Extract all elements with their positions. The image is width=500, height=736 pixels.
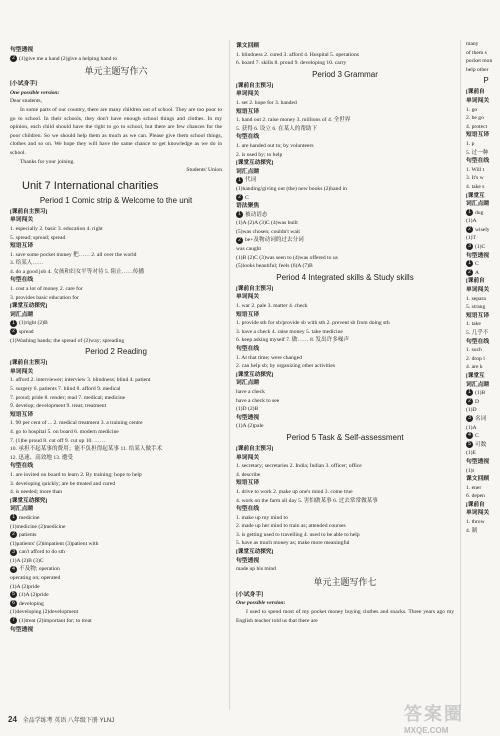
numbered-answer xyxy=(466,209,500,218)
section-tag: [课前自 xyxy=(466,89,485,96)
footer-text: 全品学练考 英语 八年级下册 YLNJ xyxy=(22,718,115,724)
period-heading: Period 4 Integrated skills & Study skills xyxy=(276,272,414,282)
item-number-badge: 5 xyxy=(466,441,473,448)
section-label: 句型在线 xyxy=(466,158,490,165)
answer-line: 3. It's w xyxy=(466,175,484,182)
answer-line: 5. 几乎不 xyxy=(466,330,489,336)
answer-text: spread xyxy=(19,329,34,336)
section-label: 短语互译 xyxy=(10,411,34,418)
answer-text: 不及物; operation xyxy=(19,566,60,573)
period-heading: Period 2 Reading xyxy=(85,347,147,357)
section-label: 词汇点睛 xyxy=(466,381,490,388)
answer-text: C xyxy=(475,261,479,268)
section-tag: [课前自 xyxy=(466,501,485,508)
watermark-title: 答案圈 xyxy=(404,704,464,724)
answer-text: 代词 xyxy=(245,177,257,184)
item-number-badge: 2 xyxy=(10,328,17,335)
page-number: 24 xyxy=(8,715,17,724)
section-label: 词汇点睛 xyxy=(10,311,34,318)
section-label: 单词闯关 xyxy=(10,217,34,224)
section-label: 句型在线 xyxy=(10,277,34,284)
numbered-answer xyxy=(10,591,222,600)
numbered-answer xyxy=(10,319,222,328)
answer-line: 3. is getting used to travelling 4. used to be able to help xyxy=(236,531,360,538)
item-number-badge: 2 xyxy=(466,398,473,405)
answer-line: 1. set 2. hope for 3. handed xyxy=(236,99,297,106)
section-label: 课文回顾 xyxy=(236,43,260,49)
answer-line: made up his mind xyxy=(236,566,276,573)
answer-line: (1)E xyxy=(466,450,476,457)
item-number-badge: 3 xyxy=(466,243,473,250)
answer-line: 1. afford 2. interviewer; interview 3. blindness; blind 4. patient xyxy=(10,377,151,384)
section-tag: [课前自主预习] xyxy=(236,82,274,89)
answer-text: be+及物动词的过去分词 xyxy=(245,237,304,244)
answer-text: wisely xyxy=(475,226,490,233)
section-label: 句型在线 xyxy=(236,506,260,513)
answer-line: (1)Washing hands; the spread of (2)way; spreading xyxy=(10,337,125,344)
answer-line: 5. strang xyxy=(466,304,486,311)
answer-line: (5)looks beautiful; feels (6)A (7)B xyxy=(236,263,313,270)
answer-line: (5)was chosen; couldn't wait xyxy=(236,228,300,235)
answer-line: 1. hand out 2. raise money 3. millions of 4. 全世界 xyxy=(236,117,351,124)
essay-paragraph: Thanks for your joining. xyxy=(20,158,75,165)
section-tag: [课前自主预习] xyxy=(10,208,48,215)
answer-line: 1. are invited on board to learn 2. By training; hope to help xyxy=(10,471,142,478)
section-tag: [课堂互动探究] xyxy=(10,303,48,310)
item-number-badge: 2 xyxy=(236,237,243,244)
answer-text: can't afford to do sth xyxy=(19,549,65,556)
answer-line: (1)T xyxy=(466,235,476,242)
section-tag: [课堂互动探究] xyxy=(236,160,274,167)
section-title: 单元主题写作六 xyxy=(84,66,148,77)
section-tag: [课堂互 xyxy=(466,372,485,379)
item-number-badge: 1 xyxy=(466,260,473,267)
watermark-logo xyxy=(404,700,496,734)
section-label: 句型透视 xyxy=(10,626,34,633)
answer-line: (1)A (2)A (3)C (4)was built xyxy=(236,220,298,227)
numbered-answer xyxy=(10,328,222,337)
numbered-answer xyxy=(10,600,222,609)
answer-text: (1)right (2)B xyxy=(19,320,48,327)
section-label: 词汇点睛 xyxy=(236,168,260,175)
column-divider xyxy=(460,40,461,710)
item-number-badge: 1 xyxy=(466,209,473,216)
answer-line: 6. depen xyxy=(466,493,485,500)
period-heading: Period 3 Grammar xyxy=(312,69,378,79)
numbered-answer xyxy=(466,441,500,450)
section-label: 句型在线 xyxy=(10,463,34,470)
section-label: 句型在线 xyxy=(236,134,260,141)
answer-line: 1. secretary; secretaries 2. India; Indian 3. officer; office xyxy=(236,463,362,470)
answer-line: 2. is used by; to help xyxy=(236,151,283,158)
section-label: 短语互译 xyxy=(10,243,34,250)
numbered-answer xyxy=(466,415,500,424)
numbered-answer xyxy=(10,531,222,540)
answer-line: 4. 制 xyxy=(466,527,478,534)
numbered-answer xyxy=(466,432,500,441)
numbered-answer xyxy=(466,389,500,398)
section-label: 语法聚焦 xyxy=(236,203,260,210)
section-tag: [课前自 xyxy=(466,278,485,285)
section-tag: [课前自主预习] xyxy=(236,445,274,452)
answer-column-left xyxy=(10,46,222,634)
answer-line: 1. go xyxy=(466,106,478,113)
version-label: One possible version: xyxy=(10,89,60,96)
answer-line: 12. 迅速、高效地 13. 遭受 xyxy=(10,454,73,461)
section-label: 短语互译 xyxy=(236,108,260,115)
answer-line: 1. At that time; were changed xyxy=(236,354,302,361)
answer-line: 2. be go xyxy=(466,115,484,122)
answer-line: 6. keep asking myself 7. 做…… 8. 发出许多噪声 xyxy=(236,337,350,344)
answer-line: 2. drop l xyxy=(466,355,485,362)
answer-line: (1)A xyxy=(466,218,477,225)
section-label: 课文回顾 xyxy=(466,476,490,483)
period-heading: Period 1 Comic strip & Welcome to the unit xyxy=(39,195,193,205)
answer-line: (1)A (2)pride xyxy=(10,583,40,590)
answer-line: 4. is needed; more than xyxy=(10,489,63,496)
answer-line: 4. take s xyxy=(466,183,485,190)
answer-line: 1. war 2. pale 3. matter 4. check xyxy=(236,303,308,310)
answer-line: (1)patients' (2)impatient (3)patient with xyxy=(10,540,99,547)
section-label: 词汇点睛 xyxy=(236,380,260,387)
section-tag: [课前自主预习] xyxy=(236,285,274,292)
section-label: 句型透视 xyxy=(236,557,260,564)
answer-line: (1)A (2)pale xyxy=(236,423,264,430)
answer-line: 4. work on the farm all day 5. 害怕做某事 6. 过去常常做某事 xyxy=(236,497,378,504)
answer-text: patients xyxy=(19,532,37,539)
section-label: 句型在线 xyxy=(236,346,260,352)
section-label: 单词闯关 xyxy=(236,91,260,98)
answer-column-middle xyxy=(236,42,454,625)
answer-text: C xyxy=(475,433,479,440)
answer-line: 3. have a check 4. raise money 5. take medicine xyxy=(236,328,343,335)
section-label: 句型透视 xyxy=(236,414,260,421)
answer-line: Dear students, xyxy=(10,98,43,105)
section-label: 单词闯关 xyxy=(466,97,490,104)
numbered-answer xyxy=(466,226,500,235)
answer-line: 7. proud; pride 8. render; read 7. medical; medicine xyxy=(10,394,126,401)
numbered-answer xyxy=(10,548,222,557)
answer-line: operating on; operated xyxy=(10,575,61,582)
item-number-badge: 1 xyxy=(236,177,243,184)
answer-line: (1)developing (2)development xyxy=(10,609,79,616)
answer-text: developing xyxy=(19,600,44,607)
numbered-answer xyxy=(10,565,222,574)
unit-title: Unit 7 International charities xyxy=(22,179,159,192)
item-number-badge: 4 xyxy=(10,566,17,573)
answer-line: 1. such xyxy=(466,347,482,354)
section-title: 单元主题写作七 xyxy=(313,576,377,587)
answer-line: 3. developing quickly; are be treated and cured xyxy=(10,480,115,487)
answer-line: 5. spread; spread; spread xyxy=(10,234,66,241)
answer-line: 1. p xyxy=(466,140,475,147)
section-label: [小试身手] xyxy=(236,591,264,598)
answer-line: (1)t xyxy=(466,467,475,474)
answer-line: have a check to see xyxy=(236,397,280,404)
answer-text: 可数 xyxy=(475,441,487,448)
answer-line: (1)A (2)B (3)C xyxy=(10,557,44,564)
item-number-badge: 1 xyxy=(10,514,17,521)
numbered-answer xyxy=(466,260,500,269)
answer-line: of them s xyxy=(466,49,487,56)
item-number-badge: 4 xyxy=(466,432,473,439)
item-number-badge: 6 xyxy=(10,600,17,607)
item-number-badge: 2 xyxy=(236,194,243,201)
answer-line: 6. board 7. skills 8. proud 9. developing 10. carry xyxy=(236,60,347,67)
answer-line: 2. can help sb; by organizing other activities xyxy=(236,363,336,370)
period-heading: P xyxy=(483,76,489,86)
numbered-answer xyxy=(10,617,222,626)
item-number-badge: 1 xyxy=(10,320,17,327)
section-label: 单词闯关 xyxy=(236,294,260,301)
answer-line: 4. describe xyxy=(236,471,261,478)
answer-line: (1)B (2)C (3)was seen to (4)was offered to us xyxy=(236,254,338,261)
numbered-answer xyxy=(466,243,500,252)
item-number-badge: 1 xyxy=(236,211,243,218)
answer-line: 5. have as much money as; make more meaningful xyxy=(236,540,350,547)
watermark-url: MXQE.COM xyxy=(404,726,449,735)
answer-text: (1)B xyxy=(475,390,486,397)
numbered-answer xyxy=(466,269,500,278)
numbered-answer xyxy=(10,514,222,523)
section-label: [小试身手] xyxy=(10,81,38,88)
answer-line: (1)medicine (2)medicine xyxy=(10,523,66,530)
section-label: 句型在线 xyxy=(466,338,490,345)
answer-line: 4. do a good job 4. 女孩和妇女平等对待 5. 阻止……传播 xyxy=(10,268,145,275)
answer-text: (1)A (2)pride xyxy=(19,592,49,599)
item-number-badge: 3 xyxy=(10,549,17,556)
answer-line: 5. 获得 6. 设立 6. 在某人的帮助下 xyxy=(236,125,318,132)
numbered-answer xyxy=(236,176,454,185)
numbered-answer xyxy=(466,398,500,407)
answer-line: 4. are k xyxy=(466,364,483,371)
answer-line: 1. especially 2. basic 3. education 4. right xyxy=(10,225,103,232)
answer-text: (1)C xyxy=(475,244,486,251)
answer-line: 1. provide sth for sb/provide sb with sth 2. prevent sb from doing sth xyxy=(236,320,390,327)
item-number-badge: 2 xyxy=(466,226,473,233)
section-label: 短语互译 xyxy=(236,311,260,318)
section-label: 句型透视 xyxy=(466,252,490,259)
answer-line: 1. blindness 2. cured 3. afford 4. Hospital 5. operations xyxy=(236,51,359,58)
answer-line: 1. drive to work 2. make up one's mind 3. come true xyxy=(236,488,353,495)
answer-line: (1)D (2)B xyxy=(236,406,259,413)
signature: Students' Union xyxy=(186,167,222,174)
section-label: 短语互译 xyxy=(466,132,490,139)
answer-text: (1)treat (2)important for; to treat xyxy=(19,618,92,625)
numbered-answer xyxy=(236,211,454,220)
answer-line: 10. 承担不起某事的费用；能不负担得起某事 11. 给某人做手术 xyxy=(10,446,163,453)
answer-line: 1. ener xyxy=(466,484,482,491)
answer-line: 1. cost a lot of money 2. care for xyxy=(10,286,83,293)
answer-line: 1. make up my mind to xyxy=(236,514,288,521)
answer-line: 3. 给某人…… xyxy=(10,260,44,267)
answer-line: 2. made up her mind to train as; attended courses xyxy=(236,523,346,530)
section-tag: [课堂互 xyxy=(466,192,485,199)
answer-line: 1. save some pocket money 把…… 2. all over the world xyxy=(10,251,137,258)
answer-line: was caught xyxy=(236,246,262,253)
answer-line: help other xyxy=(466,66,489,73)
section-tag: [课堂互动探究] xyxy=(10,497,48,504)
answer-text: medicine xyxy=(19,514,40,521)
item-number-badge: 7 xyxy=(10,617,17,624)
answer-text: D xyxy=(475,398,480,405)
numbered-answer xyxy=(236,194,454,203)
answer-line: 4. protect xyxy=(466,123,488,130)
item-number-badge: 1 xyxy=(466,389,473,396)
section-tag: [课堂互动探究] xyxy=(236,549,274,556)
answer-line: 1. take xyxy=(466,321,481,328)
answer-line: 1. 90 per cent of ... 2. medical treatment 3. a training centre xyxy=(10,420,143,427)
version-label: One possible version: xyxy=(236,600,286,607)
item-number-badge: 5 xyxy=(10,591,17,598)
section-label: 单词闯关 xyxy=(10,368,34,375)
answer-line: many xyxy=(466,41,479,47)
numbered-answer xyxy=(10,55,222,64)
answer-line: 5. surgery 6. patients 7. blind 8. afford 9. medical xyxy=(10,386,121,392)
answer-column-right-cropped xyxy=(466,40,500,535)
section-label: 单词闯关 xyxy=(466,510,490,517)
column-divider xyxy=(229,40,230,710)
section-label: 词汇点睛 xyxy=(466,201,490,208)
section-label: 短语互译 xyxy=(236,480,260,487)
essay-paragraph: I used to spend most of my pocket money buying clothes and snacks. Three years ago my English teacher told us that there are xyxy=(236,609,454,624)
item-number-badge: 2 xyxy=(10,55,17,62)
numbered-answer xyxy=(236,236,454,245)
answer-text: 名词 xyxy=(475,415,487,422)
answer-line: have a check xyxy=(236,388,265,395)
period-heading: Period 5 Task & Self-assessment xyxy=(286,432,404,442)
answer-line: (1)A xyxy=(466,424,477,431)
section-label: 单词闯关 xyxy=(466,287,490,294)
answer-text: C xyxy=(245,194,249,201)
answer-line: 1. are handed out to; by volunteers xyxy=(236,142,314,149)
section-label: 词汇点睛 xyxy=(10,506,34,513)
answer-text: A xyxy=(475,269,480,276)
section-label: 句型透视 xyxy=(10,47,34,53)
answer-line: 7. (1)be proud 8. cut off 9. cut up 10. …… xyxy=(10,437,106,444)
section-tag: [课堂互动探究] xyxy=(236,371,274,378)
essay-paragraph: In some parts of our country, there are many children out of school. They are too poor to go to school. In their schools, they don't have enough school things and clothes. In my opinion, each child should have the right to go to school, but there are few chances for the poor children. So we should help them as much as we can. Please give them school things, clothes and so on. We hope they will have the same chance to get knowledge as we do in school. xyxy=(10,106,222,156)
answer-line: pocket mon xyxy=(466,58,493,65)
answer-line: 1. Will t xyxy=(466,166,485,173)
answer-line: 1. throw xyxy=(466,519,485,526)
answer-line: 9. develop; development 9. treat; treatment xyxy=(10,403,107,410)
answer-line: 1. separa xyxy=(466,295,486,302)
section-label: 短语互译 xyxy=(466,312,490,319)
answer-text: 被动语态 xyxy=(245,211,268,218)
section-label: 句型透视 xyxy=(466,458,490,465)
answer-line: (1)handing/giving out (the) new books (2)hand in xyxy=(236,185,347,192)
answer-text: dug xyxy=(475,209,484,216)
answer-line: (1)D xyxy=(466,407,477,414)
section-tag: [课前自主预习] xyxy=(10,360,48,367)
answer-line: 5. 过一种 xyxy=(466,149,489,156)
item-number-badge: 3 xyxy=(466,415,473,422)
item-number-badge: 2 xyxy=(10,531,17,538)
page-footer xyxy=(8,715,114,724)
answer-line: 3. provides basic education for xyxy=(10,294,79,301)
answer-text: (1)give me a hand (2)give a helping hand to xyxy=(19,55,118,62)
item-number-badge: 2 xyxy=(466,269,473,276)
answer-line: 4. go to hospital 5. on board 6. modern medicine xyxy=(10,428,119,435)
section-label: 单词闯关 xyxy=(236,454,260,461)
